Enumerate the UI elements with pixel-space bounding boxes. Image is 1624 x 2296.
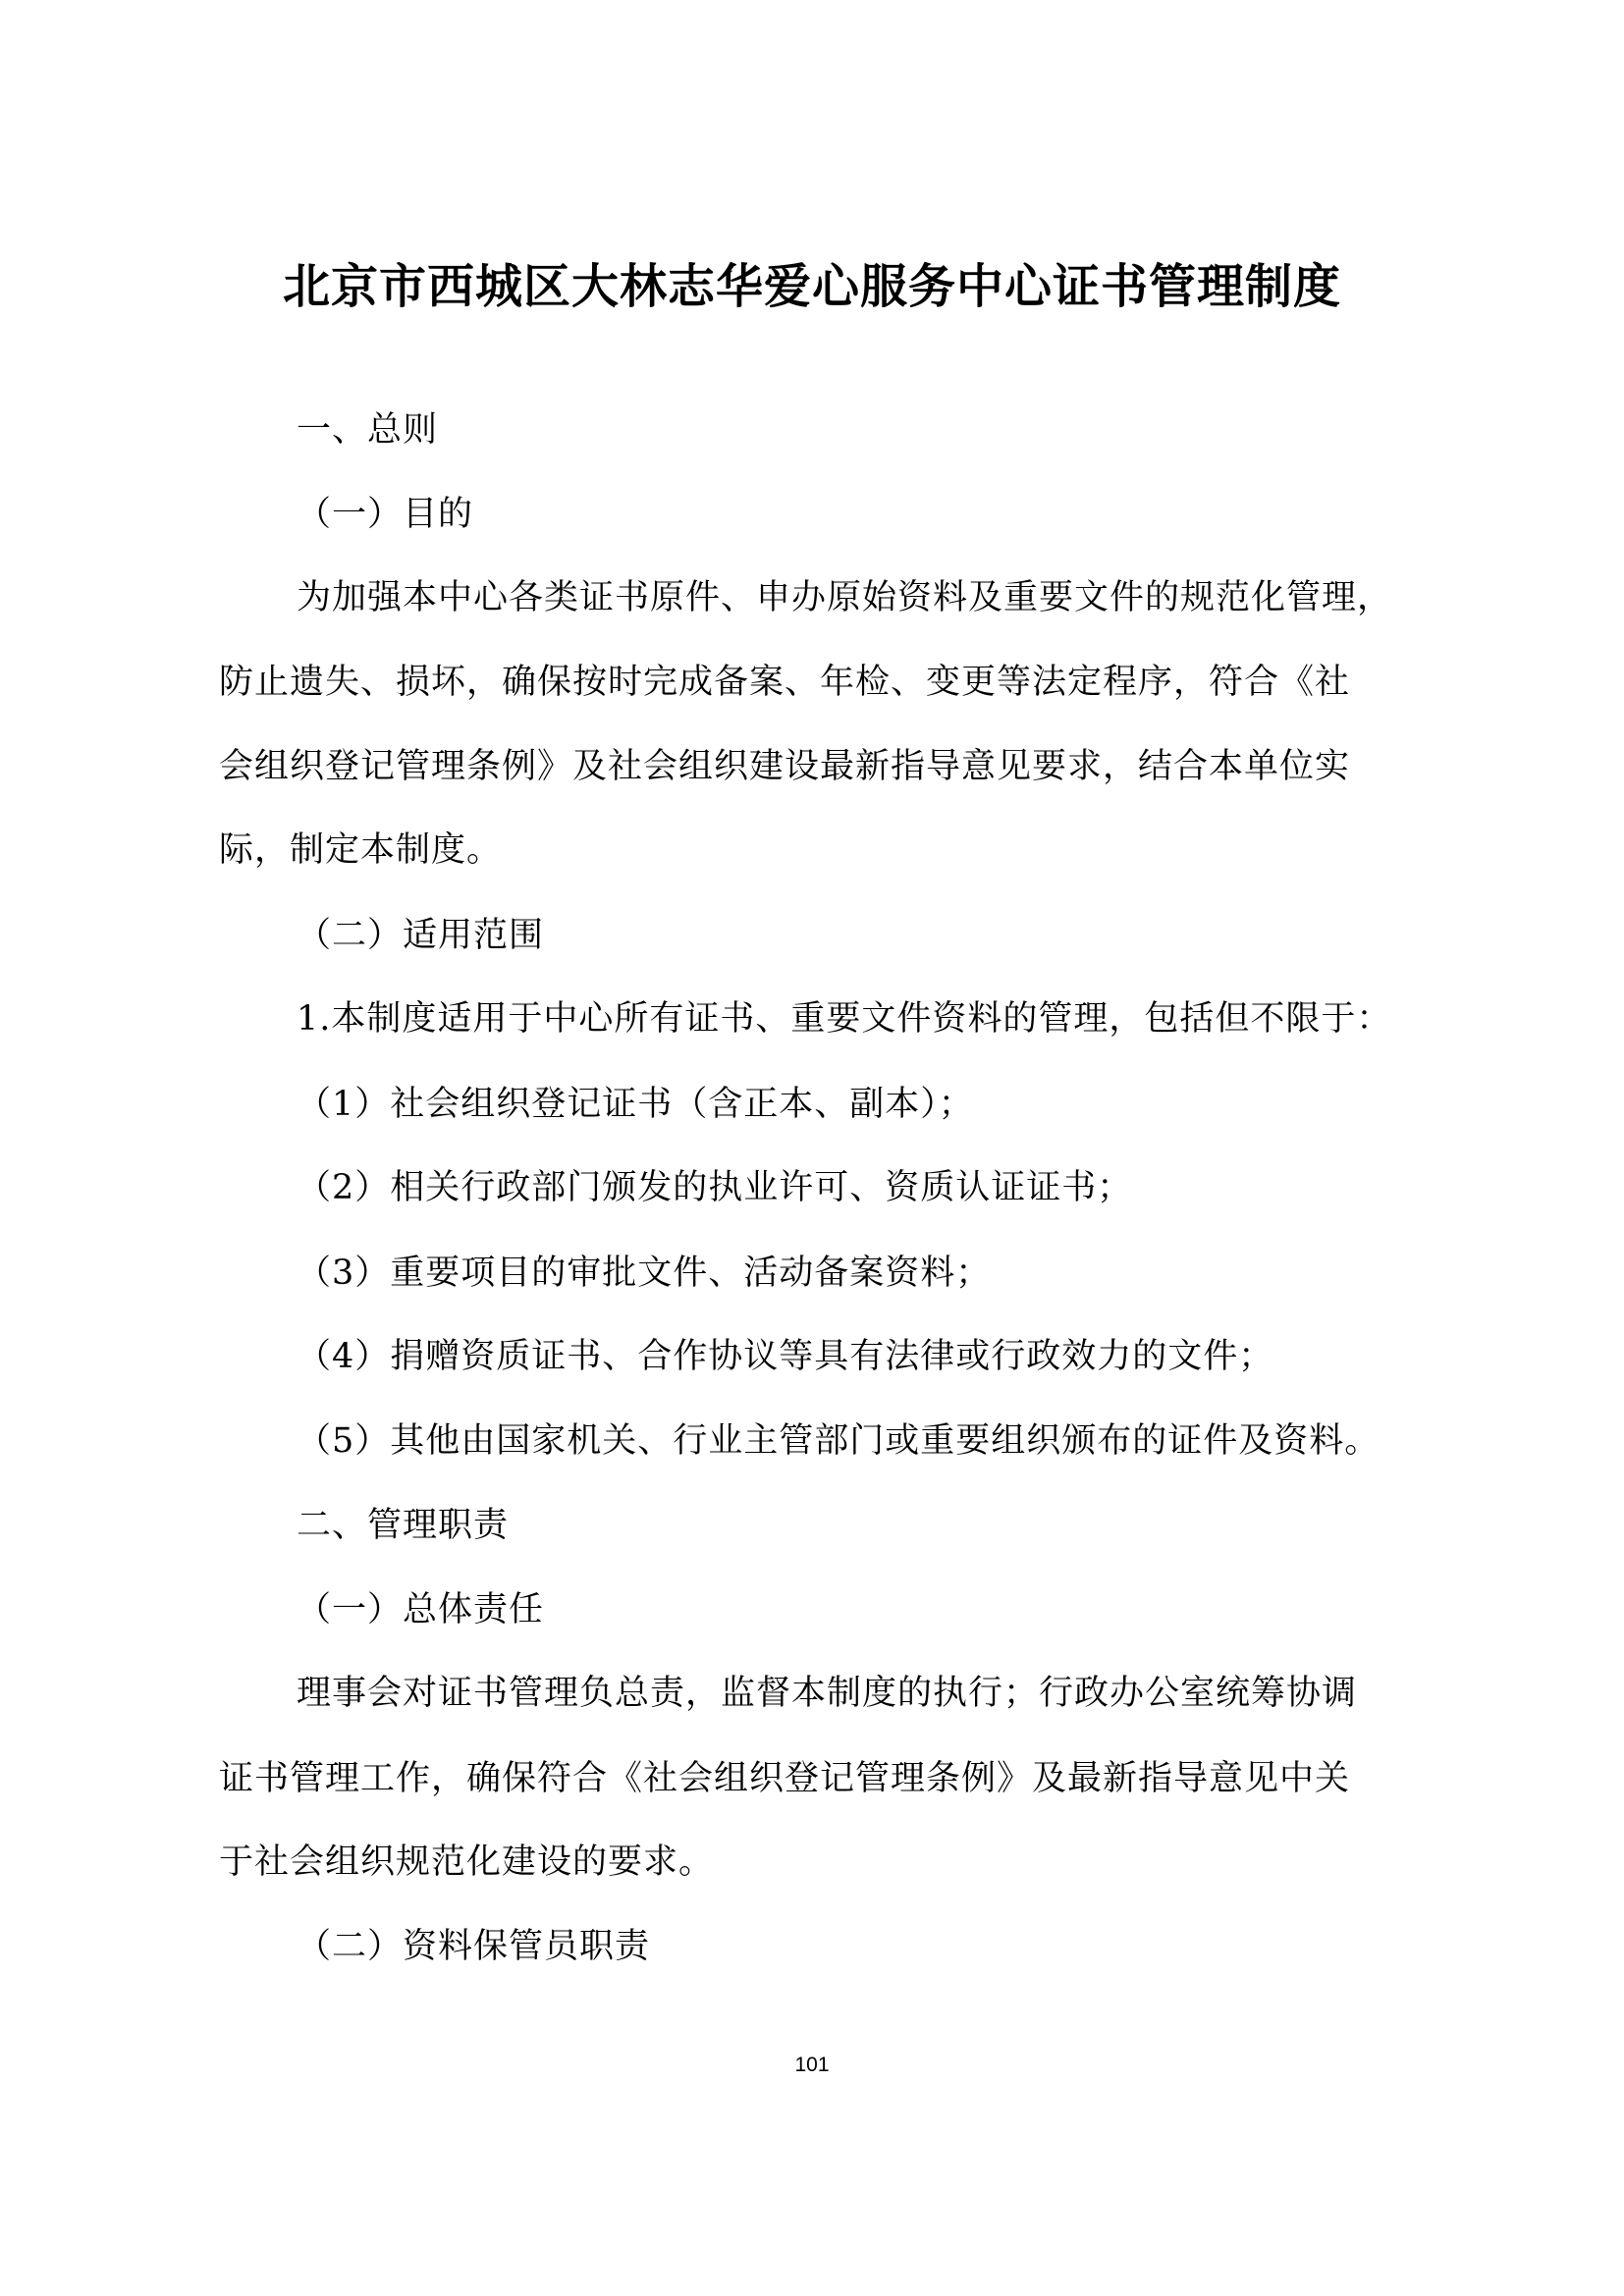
purpose-paragraph-line-2: 防止遗失、损坏，确保按时完成备案、年检、变更等法定程序，符合《社 (219, 663, 1351, 702)
purpose-paragraph-line-3: 会组织登记管理条例》及社会组织建设最新指导意见要求，结合本单位实 (219, 747, 1351, 786)
purpose-paragraph-line-4: 际，制定本制度。 (219, 830, 503, 870)
section-heading-management-duties: 二、管理职责 (297, 1506, 510, 1545)
subsection-heading-overall-responsibility: （一）总体责任 (297, 1590, 545, 1629)
scope-item-1: （1）社会组织登记证书（含正本、副本）； (297, 1085, 974, 1124)
responsibility-paragraph-line-2: 证书管理工作，确保符合《社会组织登记管理条例》及最新指导意见中关 (219, 1759, 1351, 1798)
responsibility-paragraph-line-1: 理事会对证书管理负总责，监督本制度的执行；行政办公室统筹协调 (297, 1674, 1358, 1713)
responsibility-paragraph-line-3: 于社会组织规范化建设的要求。 (219, 1842, 715, 1882)
document-title: 北京市西城区大林志华爱心服务中心证书管理制度 (282, 259, 1341, 315)
subsection-heading-purpose: （一）目的 (297, 495, 474, 534)
scope-intro: 1.本制度适用于中心所有证书、重要文件资料的管理，包括但不限于： (297, 999, 1392, 1039)
subsection-heading-scope: （二）适用范围 (297, 916, 545, 955)
purpose-paragraph-line-1: 为加强本中心各类证书原件、申办原始资料及重要文件的规范化管理， (297, 578, 1393, 617)
subsection-heading-custodian-duties: （二）资料保管员职责 (297, 1927, 651, 1966)
scope-item-3: （3）重要项目的审批文件、活动备案资料； (297, 1254, 992, 1293)
page-number: 101 (794, 2054, 830, 2076)
section-heading-general: 一、总则 (297, 410, 439, 450)
scope-item-2: （2）相关行政部门颁发的执业许可、资质认证证书； (297, 1168, 1133, 1207)
scope-item-4: （4）捐赠资质证书、合作协议等具有法律或行政效力的文件； (297, 1337, 1274, 1376)
scope-item-5: （5）其他由国家机关、行业主管部门或重要组织颁布的证件及资料。 (297, 1421, 1380, 1461)
